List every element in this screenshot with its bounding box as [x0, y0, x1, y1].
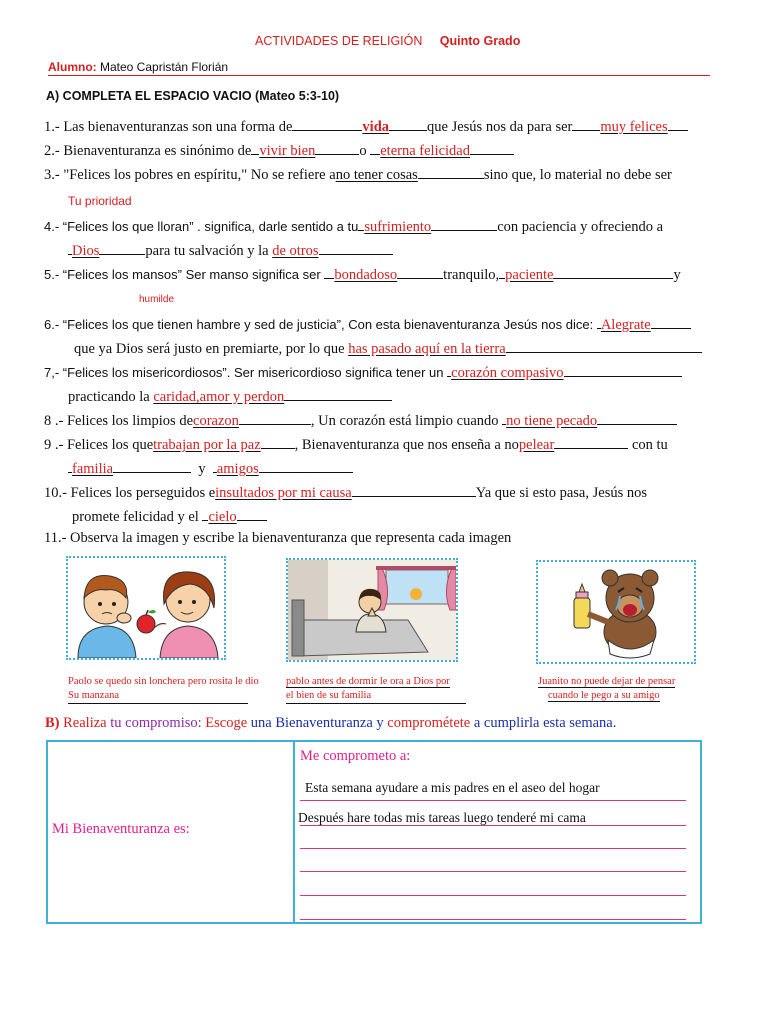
section-b-heading	[45, 715, 616, 732]
section-a-heading: A) COMPLETA EL ESPACIO VACIO (Mateo 5:3-10)	[46, 89, 340, 103]
section-b-w4: una Bienaventuranza y	[250, 715, 384, 731]
crying-bear-illustration	[538, 562, 694, 662]
q7-text-a: 7,- “Felices los misericordiosos”. Ser misericordioso significa tener un	[44, 365, 444, 380]
q10-answer-2[interactable]: cielo	[208, 509, 237, 525]
q9-answer-2[interactable]: pelear	[518, 437, 555, 453]
q8-answer-1[interactable]: corazon	[193, 413, 239, 429]
caption-1-line-2	[68, 689, 248, 704]
section-b-w5: comprométete	[387, 715, 471, 731]
q6-text-b: que ya Dios será justo en premiarte, por lo que	[74, 341, 345, 357]
q10-pad	[352, 482, 476, 497]
question-3	[44, 164, 672, 184]
q5-pad2	[397, 264, 443, 279]
question-6	[44, 314, 691, 334]
q7-answer-1[interactable]: corazón compasivo	[451, 365, 564, 381]
q9-text-a: 9 .- Felices los que	[44, 437, 154, 453]
q8-text-b: , Un corazón está limpio cuando	[310, 413, 499, 429]
q9-pad4	[113, 458, 191, 473]
student-name[interactable]: Mateo Capristán Florián	[100, 60, 229, 74]
q8-pad	[239, 410, 311, 425]
q5-pad4	[553, 264, 673, 279]
writing-line-5[interactable]	[300, 895, 686, 896]
q8-text-a: 8 .- Felices los limpios de	[44, 413, 194, 429]
section-b-w2: tu compromiso:	[110, 715, 202, 731]
grade-text: Quinto Grado	[439, 34, 521, 48]
worksheet-title	[255, 34, 520, 48]
q1-blank-pad2	[389, 116, 427, 131]
q9-answer-1[interactable]: trabajan por la paz	[153, 437, 261, 453]
question-10	[44, 482, 647, 502]
student-label: Alumno:	[48, 60, 97, 74]
q1-number: 1	[44, 119, 52, 135]
q4-pad5	[319, 240, 393, 255]
beatitude-label: Mi Bienaventuranza es:	[52, 821, 190, 837]
caption-2-text-1: pablo antes de dormir le ora a Dios por	[286, 676, 450, 687]
q3-text-b: sino que, lo material no debe ser	[483, 167, 672, 183]
q1-blank-pad4	[668, 116, 688, 131]
q1-text-a: .- Las bienaventuranzas son una forma de	[51, 119, 293, 135]
question-7	[44, 362, 682, 382]
q5-text-a: 5.- “Felices los mansos” Ser manso significa ser	[44, 267, 321, 282]
question-2	[44, 140, 514, 160]
q1-answer-2[interactable]: muy felices	[600, 119, 668, 135]
caption-2-text-2: el bien de su familia	[286, 690, 372, 701]
writing-line-3[interactable]	[300, 848, 686, 849]
image-frame-3	[536, 560, 696, 664]
q9-text-c: con tu	[631, 437, 668, 453]
q4-text-b: con paciencia y ofreciendo a	[497, 219, 664, 235]
q2-text-a: 2.- Bienaventuranza es sinónimo de	[44, 143, 252, 159]
caption-1-line-1: Paolo se quedo sin lonchera pero rosita le dio	[68, 676, 259, 687]
q10-pad3	[237, 506, 267, 521]
q2-pad2	[315, 140, 359, 155]
question-10-cont	[72, 506, 267, 526]
image-frame-2	[286, 558, 458, 662]
q9-pad2	[554, 434, 628, 449]
q3-pad	[418, 164, 484, 179]
section-b-w6: a cumplirla esta semana.	[473, 715, 617, 731]
question-9-cont	[68, 458, 353, 478]
q5-answer-2[interactable]: paciente	[505, 267, 554, 283]
q4-text-c: para tu salvación y la	[145, 243, 269, 259]
q9-pad	[261, 434, 295, 449]
q9-answer-4[interactable]: amigos	[216, 461, 259, 477]
q3-answer-2[interactable]: Tu prioridad	[68, 194, 132, 208]
caption-3-line-2	[538, 689, 675, 703]
question-11: 11.- Observa la imagen y escribe la bienaventuranza que representa cada imagen	[44, 530, 512, 546]
q4-text-a: 4.- “Felices los que lloran” . significa, darle sentido a tu	[44, 219, 359, 234]
student-line	[48, 60, 710, 76]
q1-blank-pad	[292, 116, 362, 131]
q10-answer-1[interactable]: insultados por mi causa	[215, 485, 352, 501]
q6-answer-2[interactable]: has pasado aquí en la tierra	[348, 341, 506, 357]
q2-pad4	[470, 140, 514, 155]
q4-answer-2[interactable]: Dios	[72, 243, 100, 259]
caption-2-line-1	[286, 675, 466, 689]
commitment-divider	[293, 742, 295, 922]
caption-3-line-1	[538, 675, 675, 689]
q8-answer-2[interactable]: no tiene pecado	[506, 413, 598, 429]
question-4	[44, 216, 663, 236]
q4-pad4	[99, 240, 145, 255]
q6-text-a: 6.- “Felices los que tienen hambre y sed de justicia”, Con esta bienaventuranza Jesús nos dice:	[44, 317, 594, 332]
q4-pad2	[431, 216, 497, 231]
caption-3-text-1: Juanito no puede dejar de pensar	[538, 676, 676, 687]
question-8	[44, 410, 677, 430]
question-6-cont	[74, 338, 702, 358]
writing-line-1	[300, 800, 686, 801]
question-9	[44, 434, 668, 454]
commitment-line-2[interactable]: Después hare todas mis tareas luego tenderé mi cama	[298, 810, 586, 825]
writing-line-2	[300, 825, 686, 826]
caption-1-text-2: Su manzana	[68, 690, 120, 701]
q10-text-b: Ya que si esto pasa, Jesús nos	[475, 485, 648, 501]
caption-2-line-2	[286, 689, 466, 704]
q8-pad3	[597, 410, 677, 425]
q4-answer-1[interactable]: sufrimiento	[364, 219, 432, 235]
question-4-cont	[68, 240, 393, 260]
boy-praying-illustration	[288, 560, 456, 660]
question-7-cont	[68, 386, 392, 406]
q7-answer-2[interactable]: caridad,amor y perdon	[153, 389, 285, 405]
q5-pad	[324, 264, 334, 279]
q9-pad6	[259, 458, 353, 473]
q10-text-a: 10.- Felices los perseguidos e	[44, 485, 216, 501]
q7-text-b: practicando la	[68, 389, 150, 405]
q1-blank-pad3	[572, 116, 600, 131]
q5-answer-3[interactable]: humilde	[139, 294, 175, 305]
section-b-letter: B)	[45, 715, 60, 731]
image-caption-2	[286, 675, 466, 704]
question-5	[44, 264, 681, 284]
q9-answer-3[interactable]: familia	[72, 461, 114, 477]
q1-answer-1[interactable]: vida	[362, 119, 390, 135]
image-caption-1	[68, 675, 259, 704]
q3-text-a: 3.- "Felices los pobres en espíritu," No se refiere a	[44, 167, 336, 183]
q7-pad3	[284, 386, 392, 401]
q6-pad3	[506, 338, 702, 353]
q10-text-c: promete felicidad y el	[72, 509, 199, 525]
section-b-w3: Escoge	[205, 715, 248, 731]
q3-answer-1[interactable]: no tener cosas	[335, 167, 418, 183]
writing-line-6[interactable]	[300, 919, 686, 920]
q1-text-b: que Jesús nos da para ser	[427, 119, 573, 135]
q5-text-c: y	[673, 267, 681, 283]
commitment-line-1[interactable]: Esta semana ayudare a mis padres en el aseo del hogar	[305, 780, 600, 795]
q7-pad2	[564, 362, 682, 377]
q2-text-b: o	[359, 143, 367, 159]
q9-text-d: y	[198, 461, 206, 477]
q5-answer-1[interactable]: bondadoso	[334, 267, 398, 283]
image-caption-3	[538, 675, 675, 703]
question-1	[44, 116, 688, 136]
title-text: ACTIVIDADES DE RELIGIÓN	[255, 34, 423, 48]
q2-pad3	[370, 140, 380, 155]
q5-text-b: tranquilo,	[443, 267, 500, 283]
image-frame-1	[66, 556, 226, 660]
q2-answer-1[interactable]: vivir bien	[259, 143, 316, 159]
q2-answer-2[interactable]: eterna felicidad	[380, 143, 470, 159]
section-b-w1: Realiza	[63, 715, 107, 731]
caption-3-text-2: cuando le pego a su amigo	[548, 690, 660, 701]
children-sharing-illustration	[68, 558, 224, 658]
q6-answer-1[interactable]: Alegrate	[600, 317, 651, 333]
q4-answer-3[interactable]: de otros	[272, 243, 319, 259]
commitment-label: Me comprometo a:	[300, 748, 411, 764]
writing-line-4[interactable]	[300, 871, 686, 872]
q9-text-b: , Bienaventuranza que nos enseña a no	[294, 437, 519, 453]
q6-pad2	[651, 314, 691, 329]
